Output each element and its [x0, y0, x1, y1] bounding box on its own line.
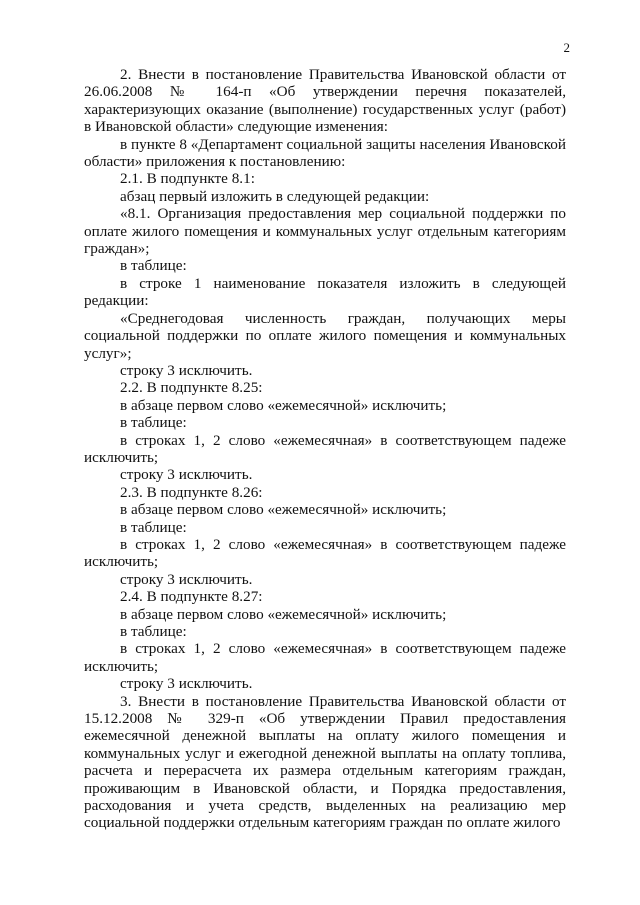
- paragraph: строку 3 исключить.: [120, 466, 253, 484]
- paragraph: в абзаце первом слово «ежемесячной» исключить;: [120, 605, 447, 623]
- paragraph: в таблице:: [120, 518, 187, 536]
- paragraph: в таблице:: [120, 414, 187, 432]
- paragraph: в пункте 8 «Департамент социальной защиты населения Ивановской области» приложения к постановлению:: [84, 135, 566, 171]
- paragraph: 2.3. В подпункте 8.26:: [120, 483, 263, 501]
- paragraph: абзац первый изложить в следующей редакции:: [120, 187, 430, 205]
- paragraph: в строках 1, 2 слово «ежемесячная» в соответствующем падеже исключить;: [84, 535, 566, 571]
- document-body: [84, 66, 566, 832]
- paragraph: в абзаце первом слово «ежемесячной» исключить;: [120, 396, 447, 414]
- paragraph: строку 3 исключить.: [120, 361, 253, 379]
- paragraph: строку 3 исключить.: [120, 675, 253, 693]
- paragraph: в абзаце первом слово «ежемесячной» исключить;: [120, 501, 447, 519]
- paragraph: «8.1. Организация предоставления мер социальной поддержки по оплате жилого помещения и коммунальных услуг отдельным категориям граждан»;: [84, 205, 566, 258]
- paragraph: 3. Внести в постановление Правительства Ивановской области от 15.12.2008 № 329-п «Об утверждении Правил предоставления ежемесячной денежной выплаты на оплату жилого помещения и коммунальных услуг и ежегодной денежной выплаты на оплату топлива, расчета и перерасчета их размера отдельным категориям граждан, проживающим в Ивановской области, и Порядка предоставления, расходования и учета средств, выделенных на реализацию мер социальной поддержки отдельным категориям граждан по оплате жилого: [84, 692, 566, 832]
- paragraph: «Среднегодовая численность граждан, получающих меры социальной поддержки по оплате жилого помещения и коммунальных услуг»;: [84, 309, 566, 362]
- paragraph: 2.2. В подпункте 8.25:: [120, 379, 263, 397]
- paragraph: в строке 1 наименование показателя изложить в следующей редакции:: [84, 274, 566, 310]
- paragraph: в таблице:: [120, 257, 187, 275]
- paragraph: в строках 1, 2 слово «ежемесячная» в соответствующем падеже исключить;: [84, 431, 566, 466]
- paragraph: 2. Внести в постановление Правительства Ивановской области от 26.06.2008 № 164-п «Об утверждении перечня показателей, характеризующих оказание (выполнение) государственных услуг (работ) в Ивановской области» следующие изменения:: [84, 66, 566, 136]
- paragraph: 2.1. В подпункте 8.1:: [120, 170, 255, 188]
- paragraph: строку 3 исключить.: [120, 570, 253, 588]
- paragraph: 2.4. В подпункте 8.27:: [120, 588, 263, 606]
- paragraph: в строках 1, 2 слово «ежемесячная» в соответствующем падеже исключить;: [84, 640, 566, 675]
- paragraph: в таблице:: [120, 623, 187, 640]
- page-number: 2: [563, 40, 570, 55]
